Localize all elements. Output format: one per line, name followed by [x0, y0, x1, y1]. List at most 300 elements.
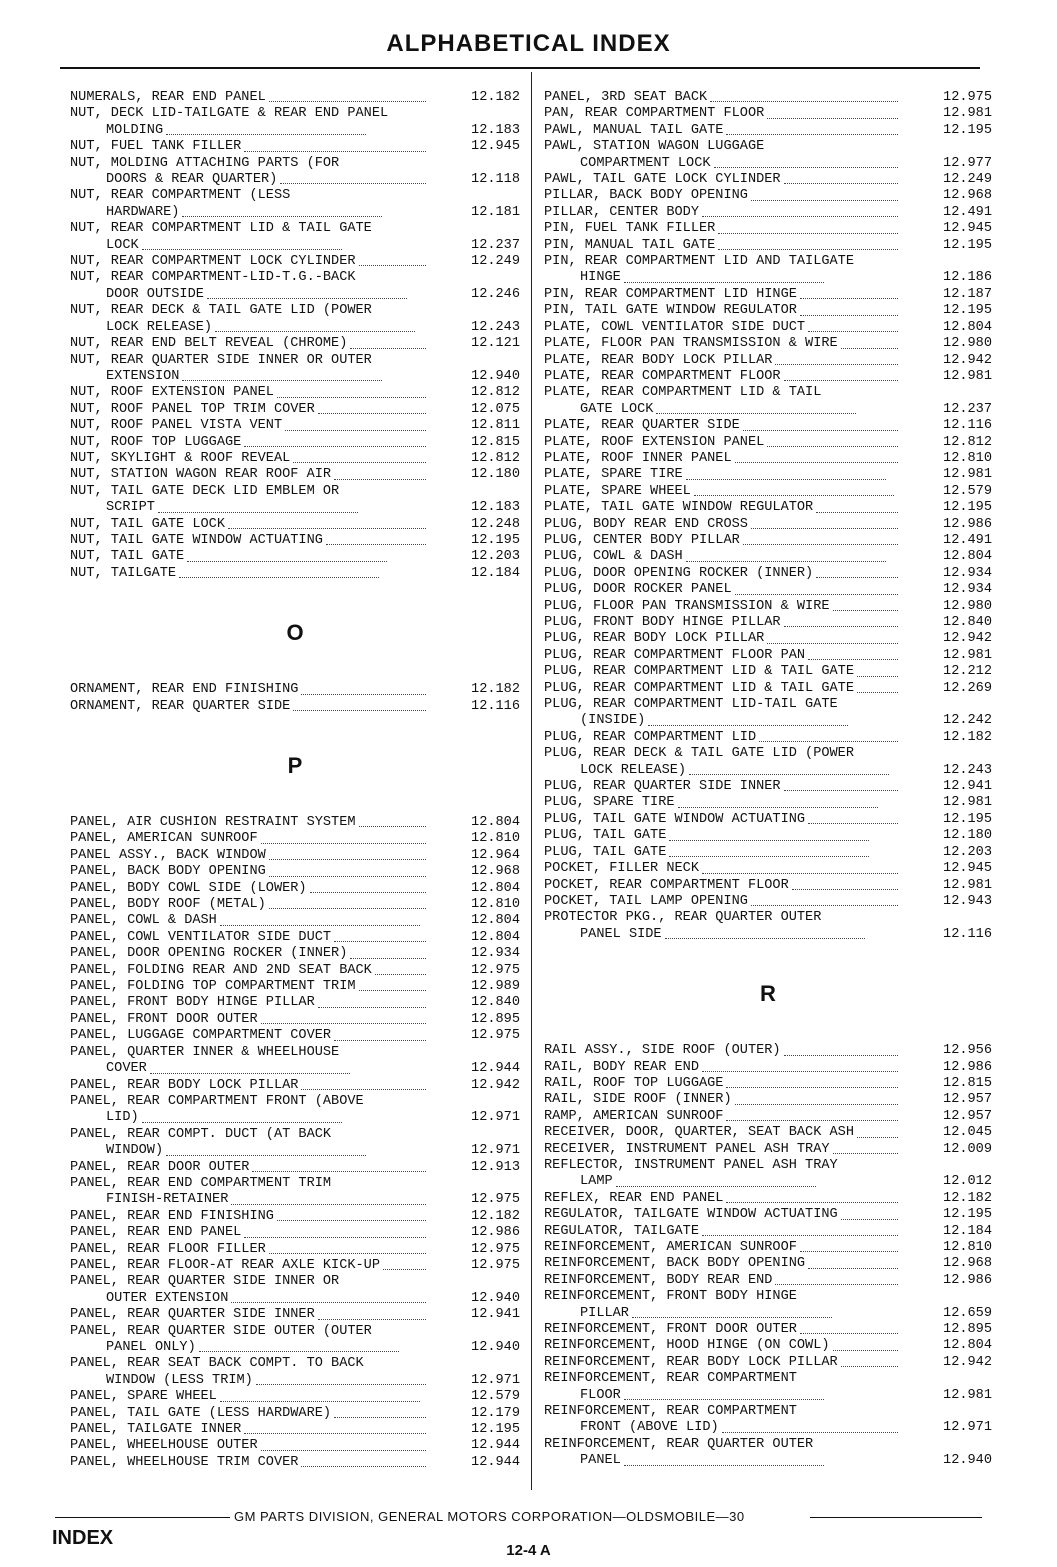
entry-text: SCRIPT: [106, 500, 155, 516]
entry-page-ref: 12.941: [471, 1307, 520, 1323]
entry-page-ref: 12.934: [471, 946, 520, 962]
entry-page-ref: 12.121: [471, 336, 520, 352]
dot-leader: [277, 397, 426, 398]
entry-text: REGULATOR, TAILGATE: [544, 1223, 699, 1239]
entry-text: PANEL, REAR QUARTER SIDE INNER: [70, 1307, 315, 1323]
dot-leader: [743, 430, 898, 431]
entry-text: PANEL, BODY COWL SIDE (LOWER): [70, 880, 307, 896]
entry-page-ref: 12.810: [471, 897, 520, 913]
entry-text: PLATE, REAR BODY LOCK PILLAR: [544, 352, 773, 368]
entry-page-ref: 12.981: [943, 795, 992, 811]
entry-text: PLATE, TAIL GATE WINDOW REGULATOR: [544, 500, 814, 516]
entry-text: OUTER EXTENSION: [106, 1290, 229, 1306]
entry-text: COVER: [106, 1061, 147, 1077]
entry-text: PLATE, SPARE WHEEL: [544, 483, 691, 499]
index-entry: [544, 254, 992, 287]
entry-text: NUT, ROOF PANEL VISTA VENT: [70, 418, 283, 434]
entry-page-ref: 12.804: [471, 929, 520, 945]
entry-page-ref: 12.944: [471, 1438, 520, 1454]
index-entry: [544, 1158, 992, 1191]
dot-leader: [244, 1433, 426, 1434]
dot-leader: [678, 807, 878, 808]
entry-text: PANEL, FRONT BODY HINGE PILLAR: [70, 995, 315, 1011]
index-entry: [70, 1160, 520, 1176]
entry-text: PANEL, REAR END FINISHING: [70, 1208, 274, 1224]
entry-text: PLUG, REAR COMPARTMENT LID & TAIL GATE: [544, 680, 854, 696]
dot-leader: [767, 446, 898, 447]
entry-text: PIN, MANUAL TAIL GATE: [544, 237, 716, 253]
letter-heading-o: O: [286, 620, 304, 646]
page-title: ALPHABETICAL INDEX: [386, 30, 671, 57]
dot-leader: [350, 348, 426, 349]
index-entry: [70, 336, 520, 352]
entry-page-ref: 12.804: [471, 913, 520, 929]
index-entry: [70, 1356, 520, 1389]
index-entry: [544, 1355, 992, 1371]
entry-text: PANEL: [580, 1453, 621, 1469]
index-entry: [70, 435, 520, 451]
entry-text: RAIL, ROOF TOP LUGGAGE: [544, 1075, 724, 1091]
entry-text: PLATE, REAR QUARTER SIDE: [544, 418, 740, 434]
index-entry: [70, 682, 520, 698]
entry-page-ref: 12.975: [471, 1192, 520, 1208]
index-entry: [70, 881, 520, 897]
index-entry: [70, 930, 520, 946]
entry-text: PANEL ASSY., BACK WINDOW: [70, 847, 266, 863]
entry-text: PANEL, REAR BODY LOCK PILLAR: [70, 1077, 299, 1093]
entry-page-ref: 12.986: [943, 1059, 992, 1075]
dot-leader: [334, 1417, 426, 1418]
entry-text: PILLAR, CENTER BODY: [544, 204, 699, 220]
index-entry: [544, 894, 992, 910]
index-entry: [70, 1307, 520, 1323]
entry-text: PANEL, REAR SEAT BACK COMPT. TO BACK: [70, 1356, 364, 1372]
dot-leader: [656, 413, 856, 414]
dot-leader: [726, 1202, 898, 1203]
page-number: 12-4 A: [506, 1542, 551, 1559]
index-entry: [70, 254, 520, 270]
dot-leader: [743, 544, 898, 545]
entry-page-ref: 12.940: [471, 1290, 520, 1306]
entry-page-ref: 12.986: [471, 1225, 520, 1241]
index-entry: [544, 664, 992, 680]
entry-text: PIN, FUEL TANK FILLER: [544, 221, 716, 237]
entry-text: POCKET, REAR COMPARTMENT FLOOR: [544, 877, 789, 893]
dot-leader: [359, 265, 426, 266]
entry-text: PANEL, REAR QUARTER SIDE OUTER (OUTER: [70, 1323, 372, 1339]
entry-page-ref: 12.203: [943, 844, 992, 860]
entry-text: PAWL, TAIL GATE LOCK CYLINDER: [544, 172, 781, 188]
index-entry: [70, 897, 520, 913]
dot-leader: [293, 462, 426, 463]
entry-text: REINFORCEMENT, BODY REAR END: [544, 1272, 773, 1288]
entry-page-ref: 12.810: [943, 450, 992, 466]
dot-leader: [334, 479, 426, 480]
index-entry: [544, 1437, 992, 1470]
dot-leader: [857, 692, 898, 693]
dot-leader: [726, 1087, 898, 1088]
dot-leader: [833, 610, 898, 611]
index-entry: [70, 699, 520, 715]
dot-leader: [841, 1219, 898, 1220]
entry-page-ref: 12.956: [943, 1043, 992, 1059]
entry-page-ref: 12.195: [943, 500, 992, 516]
dot-leader: [244, 446, 426, 447]
entry-text: WINDOW): [106, 1143, 164, 1159]
entry-page-ref: 12.243: [943, 762, 992, 778]
dot-leader: [318, 413, 426, 414]
index-entry: [544, 1191, 992, 1207]
index-entry: [544, 336, 992, 352]
index-entry: [544, 1142, 992, 1158]
entry-text: PAWL, STATION WAGON LUGGAGE: [544, 139, 765, 155]
dot-leader: [726, 1120, 898, 1121]
dot-leader: [816, 577, 898, 578]
index-entry: [544, 1125, 992, 1141]
entry-page-ref: 12.248: [471, 516, 520, 532]
index-entry: [544, 435, 992, 451]
entry-text: RECEIVER, INSTRUMENT PANEL ASH TRAY: [544, 1141, 830, 1157]
entry-text: PANEL, AIR CUSHION RESTRAINT SYSTEM: [70, 815, 356, 830]
dot-leader: [375, 974, 426, 975]
entry-text: PLUG, DOOR ROCKER PANEL: [544, 582, 732, 598]
entry-page-ref: 12.815: [943, 1075, 992, 1091]
index-entry: [544, 582, 992, 598]
dot-leader: [686, 479, 886, 480]
index-entry: [544, 730, 992, 746]
entry-page-ref: 12.195: [943, 237, 992, 253]
dot-leader: [775, 1284, 898, 1285]
footer-rule-right: [810, 1517, 982, 1518]
index-entry: [544, 1076, 992, 1092]
entry-page-ref: 12.269: [943, 680, 992, 696]
entry-text: PAWL, MANUAL TAIL GATE: [544, 122, 724, 138]
entry-page-ref: 12.184: [471, 565, 520, 581]
index-entry: [70, 1078, 520, 1094]
dot-leader: [784, 183, 898, 184]
index-entry: [544, 861, 992, 877]
entry-page-ref: 12.980: [943, 336, 992, 352]
entry-text: LOCK: [106, 237, 139, 253]
entry-page-ref: 12.942: [943, 352, 992, 368]
index-entry: [70, 467, 520, 483]
entry-page-ref: 12.804: [943, 319, 992, 335]
entry-text: REINFORCEMENT, FRONT DOOR OUTER: [544, 1322, 797, 1338]
entry-page-ref: 12.195: [943, 303, 992, 319]
entry-page-ref: 12.195: [943, 811, 992, 827]
dot-leader: [751, 528, 898, 529]
index-entry: [544, 631, 992, 647]
entry-page-ref: 12.941: [943, 779, 992, 795]
entry-text: PANEL, REAR COMPARTMENT FRONT (ABOVE: [70, 1093, 364, 1109]
index-entry: [70, 156, 520, 189]
dot-leader: [280, 183, 426, 184]
entry-page-ref: 12.179: [471, 1405, 520, 1421]
entry-text: PANEL, REAR END COMPARTMENT TRIM: [70, 1175, 332, 1191]
dot-leader: [751, 905, 898, 906]
entry-page-ref: 12.810: [943, 1240, 992, 1255]
dot-leader: [808, 331, 898, 332]
dot-leader: [735, 462, 898, 463]
dot-leader: [142, 1122, 342, 1123]
dot-leader: [310, 892, 426, 893]
entry-text: PANEL ONLY): [106, 1340, 196, 1355]
entry-text: PANEL, REAR FLOOR-AT REAR AXLE KICK-UP: [70, 1257, 380, 1273]
entry-text: PANEL, COWL & DASH: [70, 913, 217, 929]
index-entry: [70, 106, 520, 139]
index-entry: [70, 1455, 520, 1471]
entry-text: FINISH-RETAINER: [106, 1192, 229, 1208]
index-entry: [544, 1256, 992, 1272]
entry-text: PANEL, COWL VENTILATOR SIDE DUCT: [70, 929, 332, 945]
entry-text: NUT, MOLDING ATTACHING PARTS (FOR: [70, 155, 340, 171]
index-column-left: [70, 90, 520, 1471]
entry-page-ref: 12.940: [471, 1340, 520, 1355]
entry-page-ref: 12.012: [943, 1174, 992, 1190]
entry-text: GATE LOCK: [580, 401, 654, 417]
dot-leader: [187, 561, 387, 562]
entry-page-ref: 12.895: [943, 1322, 992, 1338]
entry-page-ref: 12.975: [471, 1241, 520, 1257]
index-entry: [70, 188, 520, 221]
dot-leader: [775, 364, 898, 365]
entry-text: WINDOW (LESS TRIM): [106, 1372, 253, 1388]
index-entry: [70, 1176, 520, 1209]
entry-text: REINFORCEMENT, REAR QUARTER OUTER: [544, 1436, 814, 1452]
index-entry: [544, 1060, 992, 1076]
index-entry: [70, 815, 520, 831]
dot-leader: [150, 1073, 350, 1074]
dot-leader: [735, 1104, 898, 1105]
entry-page-ref: 12.804: [943, 1338, 992, 1354]
dot-leader: [800, 1251, 898, 1252]
index-entry: [70, 1045, 520, 1078]
entry-text: PANEL, LUGGAGE COMPARTMENT COVER: [70, 1028, 332, 1044]
entry-page-ref: 12.116: [943, 926, 992, 942]
entry-text: PLUG, BODY REAR END CROSS: [544, 516, 748, 532]
entry-text: COMPARTMENT LOCK: [580, 155, 711, 171]
dot-leader: [277, 1220, 426, 1221]
dot-leader: [735, 594, 898, 595]
entry-page-ref: 12.968: [471, 864, 520, 880]
entry-text: NUT, DECK LID-TAILGATE & REAR END PANEL: [70, 106, 389, 122]
dot-leader: [261, 1450, 426, 1451]
index-entry: [70, 402, 520, 418]
dot-leader: [648, 725, 848, 726]
dot-leader: [751, 200, 898, 201]
entry-page-ref: 12.895: [471, 1011, 520, 1027]
index-entry: [544, 500, 992, 516]
entry-page-ref: 12.989: [471, 979, 520, 995]
dot-leader: [624, 282, 824, 283]
entry-text: PLUG, REAR BODY LOCK PILLAR: [544, 631, 765, 647]
index-entry: [70, 864, 520, 880]
index-entry: [544, 779, 992, 795]
entry-page-ref: 12.940: [471, 368, 520, 384]
index-entry: [544, 1338, 992, 1354]
index-entry: [70, 139, 520, 155]
entry-text: REINFORCEMENT, REAR COMPARTMENT: [544, 1404, 797, 1420]
letter-heading-r: R: [760, 981, 776, 1007]
entry-page-ref: 12.934: [943, 582, 992, 598]
entry-page-ref: 12.075: [471, 401, 520, 417]
entry-page-ref: 12.243: [471, 319, 520, 335]
index-entry: [544, 566, 992, 582]
entry-text: DOOR OUTSIDE: [106, 286, 204, 302]
entry-text: PANEL, REAR QUARTER SIDE INNER OR: [70, 1274, 340, 1290]
index-entry: [70, 1028, 520, 1044]
dot-leader: [784, 790, 898, 791]
entry-text: PANEL, AMERICAN SUNROOF: [70, 831, 258, 847]
dot-leader: [800, 298, 898, 299]
dot-leader: [359, 826, 426, 827]
index-entry: [544, 1207, 992, 1223]
index-entry: [70, 353, 520, 386]
entry-text: PANEL, 3RD SEAT BACK: [544, 90, 708, 105]
entry-page-ref: 12.195: [943, 1207, 992, 1223]
index-entry: [544, 123, 992, 139]
entry-page-ref: 12.182: [943, 729, 992, 745]
index-entry: [70, 1127, 520, 1160]
entry-text: PANEL, REAR COMPT. DUCT (AT BACK: [70, 1126, 332, 1142]
index-entry: [544, 648, 992, 664]
index-entry: [70, 221, 520, 254]
index-entry: [544, 221, 992, 237]
index-entry: [544, 139, 992, 172]
dot-leader: [220, 1401, 420, 1402]
dot-leader: [252, 1171, 426, 1172]
entry-text: PIN, REAR COMPARTMENT LID HINGE: [544, 286, 797, 302]
dot-leader: [220, 925, 420, 926]
entry-text: PLUG, REAR DECK & TAIL GATE LID (POWER: [544, 746, 854, 762]
entry-text: PLUG, TAIL GATE: [544, 828, 667, 844]
entry-page-ref: 12.812: [471, 385, 520, 401]
entry-page-ref: 12.182: [471, 90, 520, 105]
entry-text: NUT, TAILGATE: [70, 565, 177, 581]
index-entry: [70, 1438, 520, 1454]
entry-text: RECEIVER, DOOR, QUARTER, SEAT BACK ASH: [544, 1125, 854, 1141]
entry-text: LOCK RELEASE): [580, 762, 687, 778]
entry-text: NUT, TAIL GATE LOCK: [70, 516, 225, 532]
dot-leader: [784, 1055, 898, 1056]
entry-page-ref: 12.840: [471, 995, 520, 1011]
index-entry: [544, 467, 992, 483]
entry-page-ref: 12.975: [471, 1028, 520, 1044]
entry-page-ref: 12.945: [943, 221, 992, 237]
index-entry: [544, 828, 992, 844]
entry-text: (INSIDE): [580, 713, 646, 729]
entry-text: PILLAR, BACK BODY OPENING: [544, 188, 748, 204]
index-entry: [70, 303, 520, 336]
dot-leader: [269, 876, 426, 877]
index-entry: [544, 615, 992, 631]
entry-page-ref: 12.981: [943, 467, 992, 483]
entry-text: REFLEX, REAR END PANEL: [544, 1190, 724, 1206]
index-entry: [70, 1274, 520, 1307]
entry-page-ref: 12.964: [471, 847, 520, 863]
dot-leader: [182, 380, 382, 381]
entry-page-ref: 12.237: [943, 401, 992, 417]
entry-text: REINFORCEMENT, HOOD HINGE (ON COWL): [544, 1338, 830, 1354]
entry-page-ref: 12.182: [943, 1190, 992, 1206]
dot-leader: [718, 249, 898, 250]
entry-text: NUT, REAR COMPARTMENT (LESS: [70, 188, 291, 204]
entry-text: PLATE, REAR COMPARTMENT FLOOR: [544, 368, 781, 384]
entry-text: PLUG, FLOOR PAN TRANSMISSION & WIRE: [544, 598, 830, 614]
index-entry: [544, 205, 992, 221]
dot-leader: [694, 495, 894, 496]
index-entry: [70, 418, 520, 434]
index-entry: [544, 599, 992, 615]
footer-publisher: GM PARTS DIVISION, GENERAL MOTORS CORPORATION—OLDSMOBILE—30: [234, 1509, 745, 1524]
index-entry: [544, 697, 992, 730]
entry-text: PILLAR: [580, 1305, 629, 1321]
entry-page-ref: 12.968: [943, 188, 992, 204]
dot-leader: [726, 134, 898, 135]
index-entry: [544, 1289, 992, 1322]
dot-leader: [665, 938, 865, 939]
entry-page-ref: 12.212: [943, 664, 992, 680]
entry-text: PLATE, SPARE TIRE: [544, 467, 683, 483]
entry-page-ref: 12.187: [943, 286, 992, 302]
index-entry: [70, 963, 520, 979]
dot-leader: [857, 1137, 898, 1138]
dot-leader: [808, 1268, 898, 1269]
index-entry: [70, 995, 520, 1011]
entry-page-ref: 12.181: [471, 204, 520, 220]
entry-text: NUT, REAR END BELT REVEAL (CHROME): [70, 336, 348, 352]
index-entry: [544, 533, 992, 549]
dot-leader: [199, 1351, 399, 1352]
entry-text: PAN, REAR COMPARTMENT FLOOR: [544, 106, 765, 122]
dot-leader: [689, 774, 889, 775]
entry-text: PLATE, ROOF INNER PANEL: [544, 450, 732, 466]
dot-leader: [334, 1040, 426, 1041]
dot-leader: [616, 1186, 816, 1187]
entry-text: RAMP, AMERICAN SUNROOF: [544, 1108, 724, 1124]
entry-page-ref: 12.981: [943, 1387, 992, 1403]
dot-leader: [359, 990, 426, 991]
entry-page-ref: 12.203: [471, 549, 520, 565]
entry-text: FRONT (ABOVE LID): [580, 1420, 719, 1436]
entry-text: PANEL SIDE: [580, 926, 662, 942]
index-entry: [544, 1322, 992, 1338]
index-entry: [544, 1043, 992, 1059]
index-entry: [544, 1109, 992, 1125]
index-entry: [544, 1092, 992, 1108]
entry-text: PLUG, DOOR OPENING ROCKER (INNER): [544, 565, 814, 581]
entry-text: PANEL, SPARE WHEEL: [70, 1389, 217, 1405]
dot-leader: [261, 1023, 426, 1024]
dot-leader: [350, 958, 426, 959]
entry-page-ref: 12.184: [943, 1223, 992, 1239]
index-entry: [544, 353, 992, 369]
entry-page-ref: 12.116: [471, 698, 520, 714]
entry-text: PANEL, TAIL GATE (LESS HARDWARE): [70, 1405, 332, 1421]
title-divider: [60, 67, 980, 69]
entry-page-ref: 12.195: [471, 532, 520, 548]
dot-leader: [326, 544, 426, 545]
dot-leader: [318, 1319, 426, 1320]
entry-page-ref: 12.804: [471, 815, 520, 830]
entry-page-ref: 12.968: [943, 1256, 992, 1272]
dot-leader: [800, 1333, 898, 1334]
entry-text: ORNAMENT, REAR END FINISHING: [70, 682, 299, 698]
entry-text: NUT, TAIL GATE DECK LID EMBLEM OR: [70, 483, 340, 499]
dot-leader: [269, 1253, 426, 1254]
entry-text: NUT, STATION WAGON REAR ROOF AIR: [70, 467, 332, 483]
index-entry: [70, 549, 520, 565]
